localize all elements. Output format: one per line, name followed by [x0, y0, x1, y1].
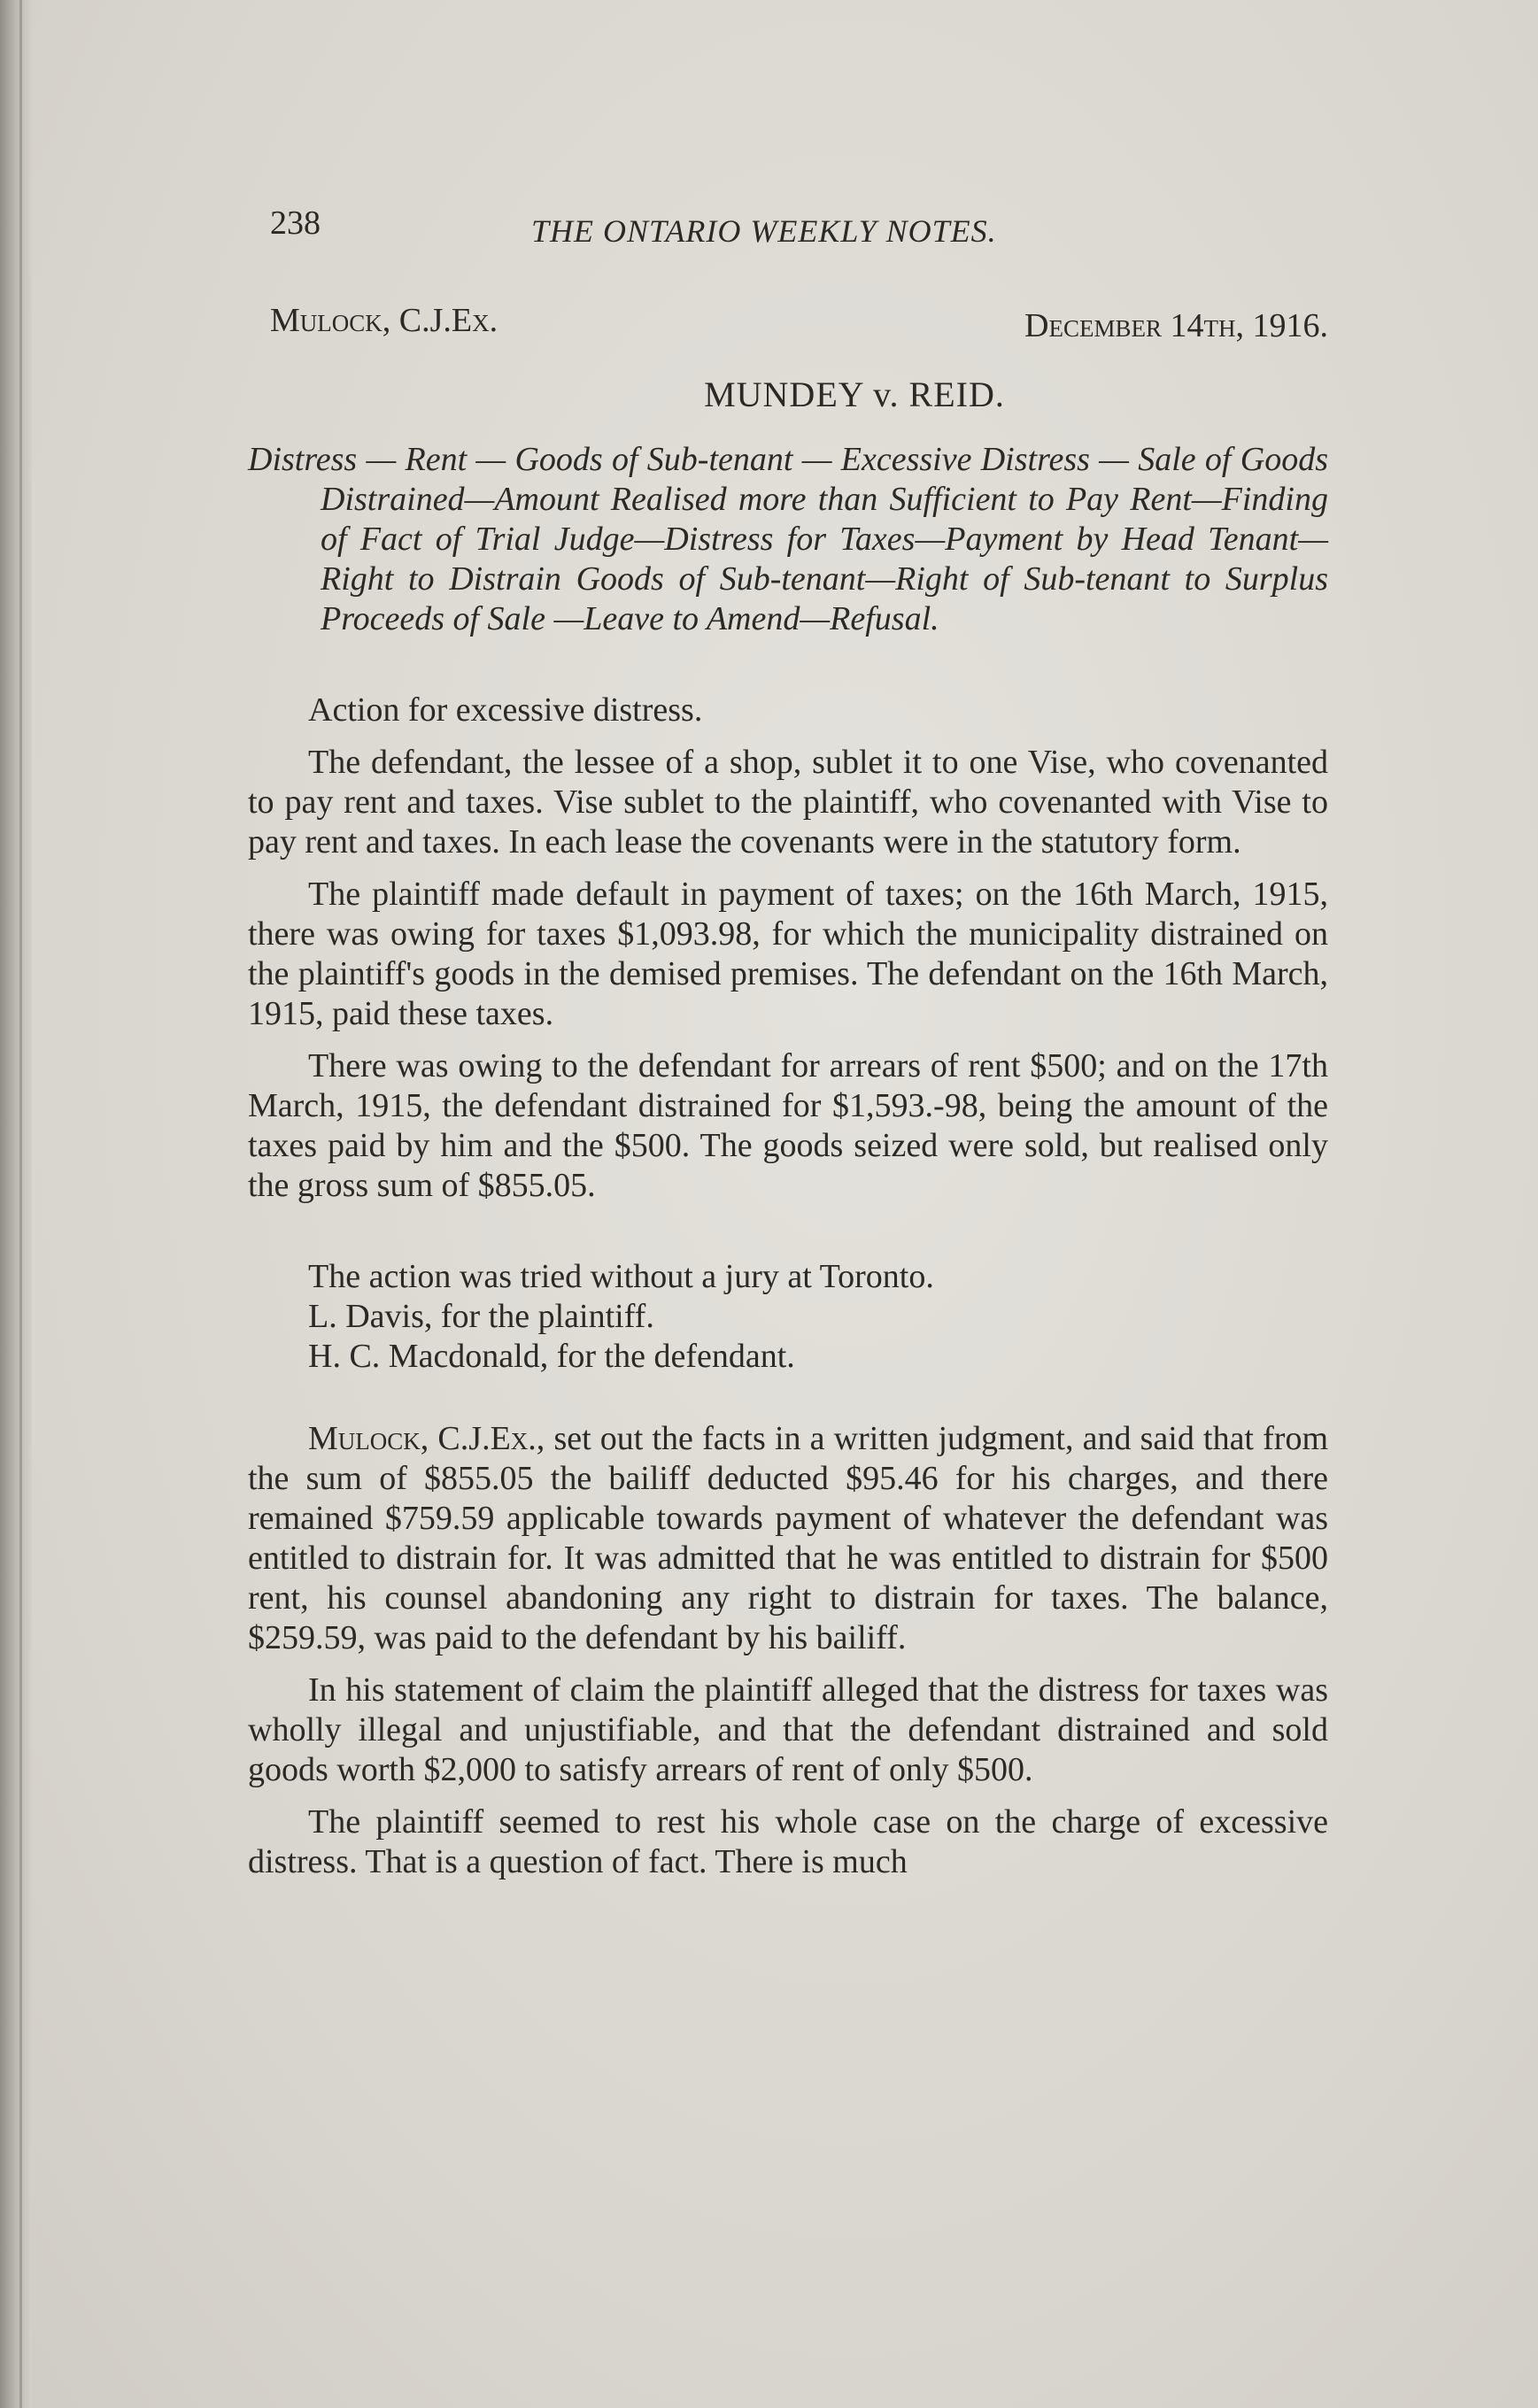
facts-paragraph-4: There was owing to the defendant for arrears of rent $500; and on the 17th March, 1915, the defendant distrained for $1,593.-98, being the amount of the taxes paid by him and the $500. The goods seized were sold, but realised only the gross sum of $855.05.: [248, 1047, 1328, 1204]
judgment-date: December 14th, 1916.: [1024, 307, 1328, 344]
book-spine-shadow: [0, 0, 32, 2408]
judgment-lead: Mulock, C.J.Ex.,: [308, 1420, 545, 1457]
judgment-paragraph-1: [248, 1419, 1328, 1658]
trial-counsel-block: [248, 1257, 1328, 1377]
judge-date-row: [248, 301, 1328, 363]
judgment-paragraph-1-text: set out the facts in a written judgment, and said that from the sum of $855.05 the bailiff deducted $95.46 for his charges, and there remained $759.59 applicable towards payment of whatever the defendant was entitled to distrain for. It was admitted that he was entitled to distrain for $500 rent, his counsel abandoning any right to distrain for taxes. The balance, $259.59, was paid to the defendant by his bailiff.: [248, 1420, 1329, 1656]
trial-venue-line: The action was tried without a jury at Toronto.: [308, 1258, 934, 1295]
judgment-paragraph-2: In his statement of claim the plaintiff alleged that the distress for taxes was wholly illegal and unjustifiable, and that the defendant distrained and sold goods worth $2,000 to satisfy arrears of rent of only $500.: [248, 1671, 1328, 1788]
running-title: THE ONTARIO WEEKLY NOTES.: [531, 213, 997, 249]
running-head: [248, 195, 1328, 248]
judge-name: Mulock, C.J.Ex.: [270, 302, 498, 339]
judgment-paragraph-3: The plaintiff seemed to rest his whole case on the charge of excessive distress. That is a question of fact. There is much: [248, 1803, 1328, 1880]
plaintiff-counsel-line: L. Davis, for the plaintiff.: [308, 1298, 654, 1335]
facts-paragraph-1: Action for excessive distress.: [308, 691, 703, 729]
binding-edge: [19, 0, 22, 2408]
facts-paragraph-2: The defendant, the lessee of a shop, sublet it to one Vise, who covenanted to pay rent and taxes. Vise sublet to the plaintiff, who covenanted with Vise to pay rent and taxes. In each lease the covenants were in the statutory form.: [248, 744, 1328, 861]
defendant-counsel-line: H. C. Macdonald, for the defendant.: [308, 1338, 795, 1375]
case-title: MUNDEY v. REID.: [704, 374, 1005, 414]
page-number: 238: [270, 205, 321, 242]
page-content: [248, 195, 1328, 1882]
headnote: Distress — Rent — Goods of Sub-tenant — Excessive Distress — Sale of Goods Distrained—Amount Realised more than Sufficient to Pay Rent—Finding of Fact of Trial Judge—Distress for Taxes—Payment by Head Tenant—Right to Distrain Goods of Sub-tenant—Right of Sub-tenant to Surplus Proceeds of Sale —Leave to Amend—Refusal.: [248, 441, 1328, 637]
facts-paragraph-3: The plaintiff made default in payment of taxes; on the 16th March, 1915, there was owing for taxes $1,093.98, for which the municipality distrained on the plaintiff's goods in the demised premises. The defendant on the 16th March, 1915, paid these taxes.: [248, 876, 1328, 1032]
